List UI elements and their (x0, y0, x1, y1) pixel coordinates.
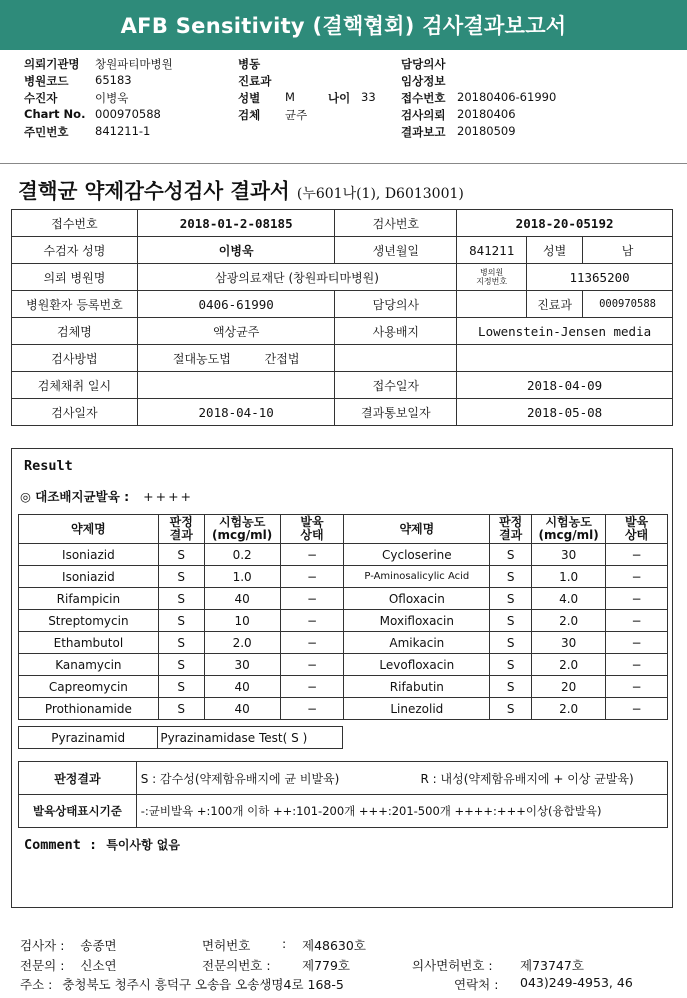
drug-cell-drug: Streptomycin (19, 610, 159, 632)
drug-cell-growth: − (606, 698, 668, 720)
drug-cell-conc: 30 (204, 654, 280, 676)
header-label: 검사의뢰 (401, 108, 446, 122)
drug-cell-drug: Rifabutin (344, 676, 490, 698)
header-value: 841211-1 (95, 124, 151, 138)
info-label: 접수일자 (335, 372, 457, 399)
info-label: 생년월일 (335, 237, 457, 264)
birth-value: 841211 (457, 237, 527, 264)
drug-row (19, 632, 668, 654)
header-label: 주민번호 (24, 125, 69, 139)
col-header-growth: 발육 상태 (606, 515, 668, 544)
drug-cell-conc: 1.0 (204, 566, 280, 588)
spec-license-label: 전문의번호 : (202, 958, 271, 973)
age-value: 33 (361, 90, 376, 104)
drug-cell-result: S (490, 632, 532, 654)
drug-cell-conc: 4.0 (532, 588, 606, 610)
drug-cell-growth: − (280, 566, 344, 588)
patient-name-value: 이병욱 (137, 237, 335, 264)
drug-cell-drug: Moxifloxacin (344, 610, 490, 632)
header-value: 창원파티마병원 (95, 57, 173, 71)
drug-cell-growth: − (606, 610, 668, 632)
comment-value: 특이사항 없음 (106, 838, 180, 852)
drug-cell-conc: 2.0 (532, 654, 606, 676)
header-value: 20180406-61990 (457, 90, 557, 104)
drug-cell-growth: − (606, 654, 668, 676)
header-value: 000970588 (95, 107, 161, 121)
drug-cell-conc: 0.2 (204, 544, 280, 566)
method-value (137, 345, 335, 372)
drug-cell-result: S (490, 676, 532, 698)
drug-cell-result: S (490, 544, 532, 566)
comment-label: Comment : (24, 837, 98, 853)
pza-table (18, 726, 343, 749)
legend-table (18, 761, 668, 828)
judge-s: S : 감수성(약제함유배지에 균 비발육) (140, 771, 340, 786)
info-label: 담당의사 (335, 291, 457, 318)
drug-cell-growth: − (280, 632, 344, 654)
header-divider (0, 163, 687, 164)
drug-cell-drug: Ethambutol (19, 632, 159, 654)
license-value: 제48630호 (302, 938, 366, 953)
drug-cell-growth: − (280, 698, 344, 720)
control-growth (20, 487, 193, 505)
drug-cell-conc: 30 (532, 544, 606, 566)
col-header-drug: 약제명 (344, 515, 490, 544)
doctor-license-label: 의사면허번호 : (412, 958, 493, 973)
drug-cell-drug: Isoniazid (19, 544, 159, 566)
sex-value: 남 (583, 237, 673, 264)
drug-cell-conc: 10 (204, 610, 280, 632)
header-label: 수진자 (24, 91, 58, 105)
header-value: 이병욱 (95, 91, 129, 105)
tester-name: 송종면 (80, 938, 117, 953)
receipt-no-value: 2018-01-2-08185 (137, 210, 335, 237)
info-label: 진료과 (527, 291, 583, 318)
drug-cell-result: S (158, 566, 204, 588)
judge-r: R : 내성(약제함유배지에 + 이상 균발육) (420, 771, 634, 786)
drug-cell-growth: − (280, 654, 344, 676)
drug-cell-result: S (490, 610, 532, 632)
dept-value: 000970588 (583, 291, 673, 318)
info-label: 검사일자 (12, 399, 138, 426)
license-label: 면허번호 (202, 938, 251, 953)
drug-row (19, 654, 668, 676)
control-value: ++++ (143, 489, 194, 504)
drug-cell-conc: 2.0 (532, 610, 606, 632)
pza-drug: Pyrazinamid (19, 727, 158, 749)
drug-cell-growth: − (606, 588, 668, 610)
header-label: 임상정보 (401, 74, 446, 88)
hospital-value: 삼광의료재단 (창원파티마병원) (137, 264, 456, 291)
drug-cell-growth: − (606, 544, 668, 566)
col-header-result: 판정 결과 (490, 515, 532, 544)
method-1: 절대농도법 (172, 351, 231, 366)
header-value: 20180509 (457, 124, 516, 138)
notice-date-value: 2018-05-08 (457, 399, 673, 426)
drug-cell-result: S (158, 698, 204, 720)
address-value: 충청북도 청주시 흥덕구 오송읍 오송생명4로 168-5 (62, 977, 344, 992)
drug-cell-growth: − (606, 566, 668, 588)
col-header-conc: 시험농도 (mcg/ml) (532, 515, 606, 544)
report-main-title (18, 174, 464, 204)
contact-label: 연락처 : (454, 977, 499, 992)
doctor-value (457, 291, 527, 318)
drug-cell-conc: 1.0 (532, 566, 606, 588)
drug-row (19, 698, 668, 720)
drug-cell-result: S (158, 676, 204, 698)
header-label: 담당의사 (401, 57, 446, 71)
doctor-license-value: 제73747호 (520, 958, 584, 973)
header-label: 의뢰기관명 (24, 57, 80, 71)
drug-cell-drug: Amikacin (344, 632, 490, 654)
footer-line-3 (20, 975, 633, 993)
info-label: 접수번호 (12, 210, 138, 237)
drug-cell-growth: − (280, 588, 344, 610)
drug-cell-conc: 2.0 (532, 698, 606, 720)
col-header-conc: 시험농도 (mcg/ml) (204, 515, 280, 544)
header-label: 성별 (238, 91, 261, 105)
drug-cell-drug: Linezolid (344, 698, 490, 720)
specialist-name: 신소연 (80, 958, 117, 973)
drug-row (19, 588, 668, 610)
footer-line-2 (20, 956, 584, 974)
drug-cell-drug: Capreomycin (19, 676, 159, 698)
info-label: 검사방법 (12, 345, 138, 372)
drug-row (19, 676, 668, 698)
drug-row (19, 566, 668, 588)
drug-cell-drug: Levofloxacin (344, 654, 490, 676)
report-title-bar (0, 0, 687, 50)
drug-cell-conc: 20 (532, 676, 606, 698)
report-code: (누601나(1), D6013001) (296, 186, 464, 202)
collect-date-value (137, 372, 335, 399)
footer-line-1 (20, 936, 366, 954)
growth-criteria: -:균비발육 +:100개 이하 ++:101-200개 +++:201-500개 ++++:+++이상(융합발육) (136, 795, 667, 828)
pza-test: Pyrazinamidase Test( S ) (158, 727, 343, 749)
drug-cell-drug: Rifampicin (19, 588, 159, 610)
license-colon: : (282, 936, 287, 951)
col-header-result: 판정 결과 (158, 515, 204, 544)
header-value: 65183 (95, 73, 132, 87)
header-col1 (24, 56, 173, 141)
result-heading: Result (24, 458, 73, 474)
empty-cell (335, 345, 457, 372)
hospital-code-value: 11365200 (527, 264, 673, 291)
drug-cell-result: S (490, 654, 532, 676)
report-main-title-text: 결핵균 약제감수성검사 결과서 (18, 179, 290, 203)
drug-cell-growth: − (280, 544, 344, 566)
patient-reg-value: 0406-61990 (137, 291, 335, 318)
drug-cell-drug: Cycloserine (344, 544, 490, 566)
spec-license-value: 제779호 (302, 958, 351, 973)
address-label: 주소 : (20, 977, 53, 992)
drug-cell-growth: − (280, 676, 344, 698)
drug-cell-result: S (490, 588, 532, 610)
info-label: 병원환자 등록번호 (12, 291, 138, 318)
drug-cell-drug: Kanamycin (19, 654, 159, 676)
contact-value: 043)249-4953, 46 (520, 975, 633, 990)
drug-cell-result: S (490, 566, 532, 588)
header-value: 20180406 (457, 107, 516, 121)
info-label-small: 병의원 지정번호 (457, 264, 527, 291)
drug-cell-growth: − (606, 632, 668, 654)
comment (24, 834, 180, 853)
judge-label: 판정결과 (19, 762, 137, 795)
info-label: 성별 (527, 237, 583, 264)
medium-value: Lowenstein-Jensen media (457, 318, 673, 345)
test-no-value: 2018-20-05192 (457, 210, 673, 237)
header-col3 (401, 56, 557, 141)
header-label: 진료과 (238, 74, 272, 88)
header-label: Chart No. (24, 107, 86, 121)
col-header-growth: 발육 상태 (280, 515, 344, 544)
info-label: 수검자 성명 (12, 237, 138, 264)
drug-table (18, 514, 668, 720)
drug-cell-conc: 40 (204, 698, 280, 720)
drug-cell-drug: Prothionamide (19, 698, 159, 720)
drug-cell-conc: 30 (532, 632, 606, 654)
info-label: 결과통보일자 (335, 399, 457, 426)
drug-cell-result: S (158, 544, 204, 566)
header-label: 병동 (238, 57, 261, 71)
empty-cell (457, 345, 673, 372)
col-header-drug: 약제명 (19, 515, 159, 544)
specimen-value: 액상균주 (137, 318, 335, 345)
drug-cell-growth: − (606, 676, 668, 698)
method-2: 간접법 (264, 351, 300, 366)
header-label: 결과보고 (401, 125, 446, 139)
header-label: 검체 (238, 108, 261, 122)
test-date-value: 2018-04-10 (137, 399, 335, 426)
judge-criteria (136, 762, 667, 795)
drug-row (19, 610, 668, 632)
patient-info-table (11, 209, 673, 426)
info-label: 의뢰 병원명 (12, 264, 138, 291)
tester-label: 검사자 : (20, 938, 65, 953)
drug-table-body (19, 544, 668, 720)
info-label: 사용배지 (335, 318, 457, 345)
growth-label: 발육상태표시기준 (19, 795, 137, 828)
drug-cell-result: S (158, 654, 204, 676)
info-label: 검체채취 일시 (12, 372, 138, 399)
drug-cell-conc: 2.0 (204, 632, 280, 654)
header-label: 접수번호 (401, 91, 446, 105)
header-value: 균주 (285, 108, 308, 122)
report-title: AFB Sensitivity (결핵협회) 검사결과보고서 (120, 14, 567, 38)
header-col2 (238, 56, 376, 124)
info-label: 검사번호 (335, 210, 457, 237)
header-value: M (285, 90, 295, 104)
drug-cell-growth: − (280, 610, 344, 632)
drug-cell-result: S (158, 610, 204, 632)
drug-cell-conc: 40 (204, 588, 280, 610)
age-label: 나이 (328, 91, 351, 105)
info-label: 검체명 (12, 318, 138, 345)
drug-cell-drug: Ofloxacin (344, 588, 490, 610)
drug-cell-conc: 40 (204, 676, 280, 698)
receipt-date-value: 2018-04-09 (457, 372, 673, 399)
drug-cell-drug: Isoniazid (19, 566, 159, 588)
drug-cell-result: S (158, 632, 204, 654)
control-label: ◎ 대조배지균발육 : (20, 489, 130, 504)
drug-cell-result: S (490, 698, 532, 720)
drug-cell-drug: P-Aminosalicylic Acid (344, 566, 490, 588)
drug-row (19, 544, 668, 566)
drug-cell-result: S (158, 588, 204, 610)
specialist-label: 전문의 : (20, 958, 65, 973)
header-label: 병원코드 (24, 74, 69, 88)
